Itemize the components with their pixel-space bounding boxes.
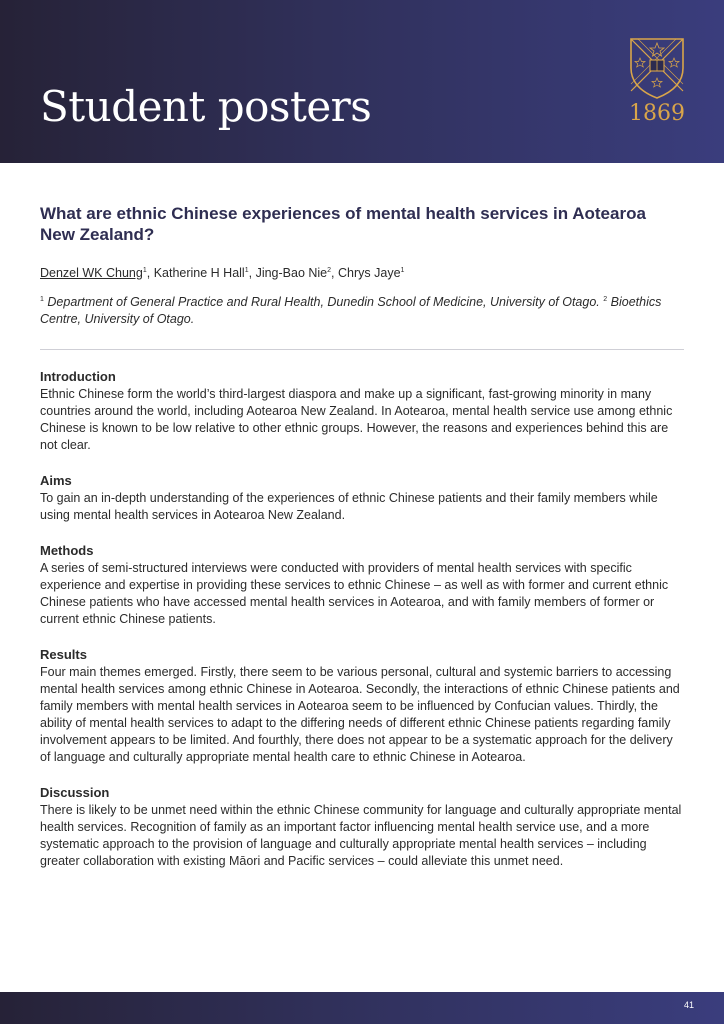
university-crest-icon [628, 36, 686, 100]
affiliations [40, 291, 684, 328]
affiliation-1: Department of General Practice and Rural Health, Dunedin School of Medicine, University of Otago. [47, 295, 600, 310]
poster-content [40, 203, 684, 870]
section-body: Four main themes emerged. Firstly, there seem to be various personal, cultural and systemic barriers to accessing mental health services among ethnic Chinese in Aotearoa. Secondly, the interactions of ethnic Chinese patients and family members with mental health services in Aotearoa seem to be influenced by Confucian values. Thirdly, the ability of mental health services to adapt to the differing needs of different ethnic Chinese patients regarding family involvement appears to be limited. And fourthly, there does not appear to be a systematic approach for the delivery of language and culturally appropriate mental health care to ethnic Chinese in Aotearoa. [40, 665, 680, 765]
affiliation-2: Bioethics Centre, University of Otago. [40, 295, 662, 327]
poster-title: What are ethnic Chinese experiences of mental health services in Aotearoa New Zealand? [40, 204, 646, 244]
section-introduction [40, 368, 684, 454]
section-heading: Introduction [40, 369, 116, 385]
section-heading: Results [40, 647, 87, 663]
author-name: Chrys Jaye [338, 266, 401, 281]
page-title: Student posters [40, 82, 372, 131]
section-body: A series of semi-structured interviews were conducted with providers of mental health services with specific experience and expertise in providing these services to ethnic Chinese – as well as with former and current ethnic Chinese patients who have accessed mental health services in Aotearoa, and with family members of former or current ethnic Chinese patients. [40, 561, 669, 627]
page-number: 41 [683, 1000, 694, 1010]
section-heading: Methods [40, 543, 94, 559]
section-body: To gain an in-depth understanding of the experiences of ethnic Chinese patients and their family members while using mental health services in Aotearoa New Zealand. [40, 491, 658, 523]
author-sup: 2 [327, 267, 332, 274]
header-banner [0, 0, 724, 163]
section-body: Ethnic Chinese form the world’s third-largest diaspora and make up a significant, fast-growing minority in many countries around the world, including Aotearoa New Zealand. In Aotearoa, mental health service use among ethnic Chinese is known to be low relative to other ethnic groups. However, the reasons and experiences behind this are not clear. [40, 387, 673, 453]
affiliation-sup: 2 [603, 296, 608, 304]
author-name: Katherine H Hall [153, 266, 245, 281]
section-discussion [40, 784, 684, 870]
section-body: There is likely to be unmet need within the ethnic Chinese community for language and culturally appropriate mental health services. Recognition of family as an important factor influencing mental health service use, and a more systematic approach to the provision of language and culturally appropriate mental health services – including greater collaboration with existing Māori and Pacific services – could alleviate this unmet need. [40, 803, 682, 869]
affiliation-sup: 1 [40, 296, 44, 304]
divider [40, 349, 684, 350]
author-sup: 1 [142, 267, 147, 274]
section-heading: Discussion [40, 785, 110, 801]
author-list: Denzel WK Chung$^1$, Katherine H Hall$^1$, Jing-Bao Nie$^2$, Chrys Jaye$^1$ [40, 266, 405, 281]
footer-bar [0, 992, 724, 1024]
author-sup: 1 [400, 267, 405, 274]
author-sup: 1 [244, 267, 249, 274]
crest-year: 1869 [629, 101, 685, 126]
section-aims [40, 472, 684, 524]
section-results [40, 646, 684, 766]
section-methods [40, 542, 684, 628]
author-name: Jing-Bao Nie [255, 266, 328, 281]
author-name: Denzel WK Chung [40, 266, 143, 281]
section-heading: Aims [40, 473, 72, 489]
